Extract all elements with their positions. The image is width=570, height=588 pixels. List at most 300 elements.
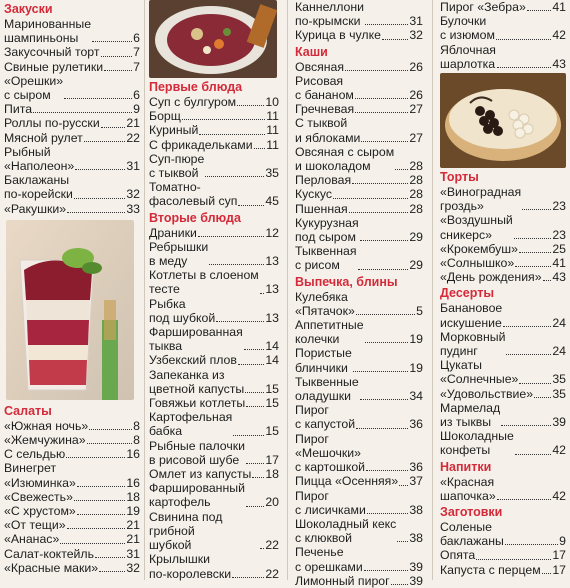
cake-photo <box>440 73 566 168</box>
index-entry <box>440 429 566 457</box>
recipe-name: Пористые блинчики <box>295 346 352 375</box>
page-number: 8 <box>133 433 140 448</box>
recipe-name: «Ракушки» <box>4 201 67 216</box>
index-entry <box>4 102 140 116</box>
page-number: 24 <box>552 344 566 359</box>
page-number: 20 <box>265 495 279 510</box>
recipe-name: Суп-пюре с тыквой <box>149 151 205 181</box>
dot-leader <box>366 470 408 471</box>
index-entry <box>440 330 566 358</box>
page-number: 8 <box>133 418 140 433</box>
dot-leader <box>503 326 551 327</box>
recipe-name: Рыбка под шубкой <box>149 296 216 325</box>
page-number: 12 <box>265 225 279 240</box>
dot-leader <box>95 557 125 558</box>
page-number: 9 <box>559 534 566 549</box>
index-entry <box>149 368 279 396</box>
dot-leader <box>245 392 264 393</box>
section-title-kashi: Каши <box>295 44 328 59</box>
page-number: 45 <box>265 194 279 209</box>
index-list-zakuski <box>4 17 140 216</box>
recipe-name: «Жемчужина» <box>4 433 86 448</box>
dot-leader <box>496 39 551 40</box>
page-number: 22 <box>126 130 140 145</box>
dot-leader <box>364 570 409 571</box>
index-entry <box>440 43 566 71</box>
index-list-napitki <box>440 475 566 503</box>
dot-leader <box>527 10 551 11</box>
recipe-name: «Солнышко» <box>440 256 515 271</box>
index-entry <box>149 481 279 509</box>
recipe-name: «Орешки» с сыром <box>4 73 64 103</box>
recipe-name: Роллы по-русски <box>4 116 100 131</box>
index-entry <box>149 226 279 240</box>
recipe-name: Яблочная шарлотка <box>440 42 496 71</box>
dot-leader <box>514 238 552 239</box>
recipe-name: Закусочный торт <box>4 45 100 60</box>
dot-leader <box>353 371 408 372</box>
recipe-name: Соленые баклажаны <box>440 520 504 549</box>
dot-leader <box>506 354 551 355</box>
index-entry <box>440 548 566 562</box>
dot-leader <box>246 406 264 407</box>
dot-leader <box>399 485 408 486</box>
index-list-deserty <box>440 301 566 457</box>
page-number: 23 <box>552 199 566 214</box>
dot-leader <box>74 500 125 501</box>
index-entry <box>4 60 140 74</box>
section-title-torty: Торты <box>440 170 479 185</box>
recipe-name: Кускус <box>295 187 332 202</box>
dot-leader <box>101 127 126 128</box>
page-number: 34 <box>409 389 423 404</box>
recipe-name: Мясной рулет <box>4 130 83 145</box>
recipe-name: «День рождения» <box>440 270 542 285</box>
dot-leader <box>238 364 264 365</box>
dot-leader <box>501 425 551 426</box>
page-number: 39 <box>409 559 423 574</box>
index-entry <box>4 173 140 201</box>
recipe-name: Перловая <box>295 173 352 188</box>
dot-leader <box>232 577 264 578</box>
index-entry <box>440 520 566 548</box>
column-divider <box>432 0 433 580</box>
recipe-name: «Крокембуш» <box>440 241 518 256</box>
page-number: 37 <box>409 474 423 489</box>
recipe-name: Тыквенные оладушки <box>295 374 359 404</box>
page-number: 17 <box>552 548 566 563</box>
page-number: 33 <box>126 201 140 216</box>
soup-photo <box>149 0 277 78</box>
recipe-name: Фаршированная тыква <box>149 325 243 354</box>
index-entry <box>149 240 279 268</box>
dot-leader <box>356 314 415 315</box>
dot-leader <box>519 383 551 384</box>
page-number: 15 <box>265 424 279 439</box>
recipe-name: Шоколадный кекс с клюквой <box>295 516 397 546</box>
page-number: 26 <box>409 88 423 103</box>
page-number: 35 <box>265 166 279 181</box>
page-number: 38 <box>409 531 423 546</box>
page-number: 13 <box>265 282 279 297</box>
index-entry <box>4 504 140 518</box>
page-number: 13 <box>265 310 279 325</box>
recipe-name: Овсяная с сыром и шоколадом <box>295 144 395 174</box>
dot-leader <box>92 41 132 42</box>
index-entry <box>149 123 279 137</box>
index-entry <box>295 60 423 74</box>
recipe-name: «Свежесть» <box>4 489 73 504</box>
dot-leader <box>515 454 551 455</box>
dot-leader <box>246 506 264 507</box>
dot-leader <box>252 477 264 478</box>
dot-leader <box>67 212 125 213</box>
recipe-name: Баклажаны по-корейски <box>4 173 73 202</box>
index-entry <box>149 552 279 580</box>
recipe-name: Мармелад из тыквы <box>440 400 501 430</box>
dot-leader <box>391 584 409 585</box>
index-entry <box>295 145 423 173</box>
page-number: 21 <box>126 518 140 533</box>
dot-leader <box>199 134 265 135</box>
dot-leader <box>66 457 125 458</box>
page-number: 11 <box>266 137 279 152</box>
page-number: 26 <box>409 59 423 74</box>
column-divider <box>287 0 288 580</box>
page-number: 19 <box>126 504 140 519</box>
recipe-name: Крылышки по-королевски <box>149 552 232 581</box>
index-entry <box>295 489 423 517</box>
recipe-name: Лимонный пирог <box>295 573 390 588</box>
recipe-name: Кукурузная под сыром <box>295 215 359 245</box>
index-entry <box>295 216 423 244</box>
dot-leader <box>74 198 125 199</box>
index-entry <box>440 401 566 429</box>
recipe-name: Запеканка из цветной капусты <box>149 367 245 396</box>
page-number: 6 <box>133 31 140 46</box>
dot-leader <box>233 435 264 436</box>
dot-leader <box>358 269 409 270</box>
page-number: 38 <box>409 502 423 517</box>
page-number: 39 <box>552 415 566 430</box>
recipe-name: Пирог «Зебра» <box>440 0 526 14</box>
recipe-name: Томатно- фасолевый суп <box>149 180 238 209</box>
index-entry <box>149 396 279 410</box>
dot-leader <box>205 176 264 177</box>
index-entry <box>440 387 566 401</box>
recipe-name: Банановое искушение <box>440 301 503 330</box>
recipe-name: Котлеты в слоеном тесте <box>149 268 259 297</box>
dot-leader <box>104 70 132 71</box>
recipe-name: «Красная шапочка» <box>440 474 496 503</box>
recipe-name: Булочки с изюмом <box>440 14 495 43</box>
dot-leader <box>182 119 265 120</box>
dot-leader <box>89 429 132 430</box>
index-list-vtorye <box>149 226 279 581</box>
page-number: 28 <box>409 159 423 174</box>
column-1 <box>4 0 140 580</box>
index-entry <box>295 173 423 187</box>
page-number: 36 <box>409 460 423 475</box>
page-number: 28 <box>409 187 423 202</box>
page-number: 16 <box>126 447 140 462</box>
index-entry <box>4 17 140 45</box>
page-number: 42 <box>552 28 566 43</box>
dot-leader <box>87 443 133 444</box>
recipe-name: Кулебяка «Пятачок» <box>295 289 355 318</box>
page-number: 18 <box>126 489 140 504</box>
index-entry <box>149 268 279 296</box>
page-number: 14 <box>265 353 279 368</box>
recipe-name: Пицца «Осенняя» <box>295 474 399 489</box>
page-number: 18 <box>265 467 279 482</box>
recipe-name: Узбекский плов <box>149 353 237 368</box>
index-list-salaty <box>4 419 140 575</box>
recipe-name: Опята <box>440 548 476 563</box>
section-title-zakuski: Закуски <box>4 2 53 16</box>
index-entry <box>295 290 423 318</box>
dot-leader <box>64 98 132 99</box>
dot-leader <box>33 112 132 113</box>
dot-leader <box>349 212 409 213</box>
index-entry <box>295 474 423 488</box>
page-number: 7 <box>133 59 140 74</box>
page-number: 10 <box>265 95 279 109</box>
dot-leader <box>333 198 408 199</box>
recipe-name: Драники <box>149 225 197 240</box>
recipe-name: «Красные маки» <box>4 560 99 575</box>
index-entry <box>440 563 566 577</box>
page-number: 35 <box>552 372 566 387</box>
recipe-name: «Ананас» <box>4 532 60 547</box>
recipe-name: Пшенная <box>295 201 348 216</box>
recipe-name: Пита <box>4 102 33 117</box>
recipe-name: Пирог с лисичками <box>295 488 366 517</box>
dot-leader <box>75 169 125 170</box>
index-entry <box>149 467 279 481</box>
dot-leader <box>244 349 265 350</box>
recipe-name: «Удовольствие» <box>440 386 534 401</box>
index-entry <box>4 116 140 130</box>
dot-leader <box>534 397 551 398</box>
page-number: 31 <box>409 14 423 29</box>
dot-leader <box>522 209 551 210</box>
dot-leader <box>209 264 264 265</box>
page-number: 41 <box>552 0 566 14</box>
index-entry <box>295 318 423 346</box>
index-entry <box>4 490 140 504</box>
dot-leader <box>382 39 408 40</box>
page-number: 43 <box>552 56 566 71</box>
recipe-name: Морковный пудинг <box>440 329 506 359</box>
recipe-name: Каннеллони по-крымски <box>295 0 365 29</box>
index-entry <box>295 545 423 573</box>
index-entry <box>440 213 566 241</box>
index-entry <box>4 433 140 447</box>
index-entry <box>149 410 279 438</box>
index-entry <box>295 375 423 403</box>
recipe-name: Курица в чулке <box>295 28 381 43</box>
dot-leader <box>101 56 133 57</box>
index-list-zagotovki <box>440 520 566 577</box>
dot-leader <box>77 486 125 487</box>
dot-leader <box>365 342 409 343</box>
recipe-name: «Южная ночь» <box>4 418 89 433</box>
index-entry <box>440 185 566 213</box>
index-entry <box>440 358 566 386</box>
page-number: 42 <box>552 443 566 458</box>
recipe-name: Говяжьи котлеты <box>149 396 246 411</box>
recipe-name: «От тещи» <box>4 518 66 533</box>
index-entry <box>295 102 423 116</box>
dot-leader <box>519 252 551 253</box>
page-number: 14 <box>265 339 279 354</box>
dot-leader <box>476 559 551 560</box>
dot-leader <box>352 183 408 184</box>
recipe-name: Овсяная <box>295 59 345 74</box>
dot-leader <box>77 514 126 515</box>
index-entry <box>440 242 566 256</box>
dot-leader <box>237 105 264 106</box>
recipe-name: «Виноградная гроздь» <box>440 185 522 214</box>
dot-leader <box>542 573 552 574</box>
page-number: 35 <box>552 386 566 401</box>
page-number: 11 <box>266 109 279 124</box>
index-entry <box>4 419 140 433</box>
recipe-name: Капуста с перцем <box>440 562 541 577</box>
dot-leader <box>355 98 408 99</box>
index-entry <box>149 439 279 467</box>
recipe-name: «Воздушный сникерс» <box>440 213 513 242</box>
column-3 <box>295 0 423 588</box>
dot-leader <box>367 513 408 514</box>
page-number: 28 <box>409 173 423 188</box>
dot-leader <box>67 528 126 529</box>
dot-leader <box>260 548 264 549</box>
section-title-vtorye: Вторые блюда <box>149 210 241 225</box>
column-2 <box>149 0 279 580</box>
index-entry <box>295 244 423 272</box>
dot-leader <box>515 266 551 267</box>
index-entry <box>295 0 423 28</box>
index-entry <box>440 0 566 14</box>
recipe-name: «С хрустом» <box>4 504 76 519</box>
recipe-name: Рыбный «Наполеон» <box>4 144 75 174</box>
page-number: 9 <box>133 102 140 117</box>
section-title-deserty: Десерты <box>440 286 495 301</box>
page-number: 29 <box>409 258 423 273</box>
index-entry <box>4 145 140 173</box>
recipe-name: Цукаты «Солнечные» <box>440 358 519 387</box>
dot-leader <box>360 240 409 241</box>
page-number: 13 <box>265 254 279 269</box>
index-entry <box>149 152 279 180</box>
page-number: 7 <box>133 45 140 60</box>
page-number: 27 <box>409 102 423 117</box>
page-number: 17 <box>552 562 566 577</box>
page-number: 23 <box>552 227 566 242</box>
index-entry <box>295 187 423 201</box>
dot-leader <box>365 24 408 25</box>
page-number: 31 <box>126 159 140 174</box>
index-entry <box>149 109 279 123</box>
index-entry <box>149 325 279 353</box>
index-entry <box>440 301 566 329</box>
page-number: 43 <box>552 270 566 285</box>
page-number: 42 <box>552 488 566 503</box>
index-list-top <box>295 0 423 43</box>
index-entry <box>149 180 279 208</box>
page-number: 39 <box>409 573 423 588</box>
recipe-name: Тыквенная с рисом <box>295 244 357 273</box>
dot-leader <box>497 67 551 68</box>
index-entry <box>4 45 140 59</box>
dot-leader <box>395 169 408 170</box>
page-number: 5 <box>416 303 423 318</box>
index-entry <box>149 353 279 367</box>
dot-leader <box>260 293 265 294</box>
index-entry <box>4 131 140 145</box>
page-number: 36 <box>409 417 423 432</box>
index-entry <box>295 28 423 42</box>
recipe-name: С сельдью <box>4 447 66 462</box>
dot-leader <box>99 571 125 572</box>
dot-leader <box>345 70 408 71</box>
recipe-name: Борщ <box>149 109 181 124</box>
page-number: 31 <box>126 546 140 561</box>
page-number: 11 <box>266 123 279 138</box>
dot-leader <box>216 321 264 322</box>
index-entry <box>4 518 140 532</box>
index-entry <box>295 202 423 216</box>
index-entry <box>149 297 279 325</box>
recipe-name: Шоколадные конфеты <box>440 429 514 458</box>
index-entry <box>149 138 279 152</box>
dot-leader <box>497 499 552 500</box>
index-entry <box>295 74 423 102</box>
page-number: 6 <box>133 88 140 103</box>
index-list-pervye <box>149 95 279 209</box>
index-entry <box>4 461 140 489</box>
index-entry <box>295 346 423 374</box>
index-list-kashi <box>295 60 423 273</box>
page-number: 22 <box>265 538 279 553</box>
recipe-name: Гречневая <box>295 102 355 117</box>
index-entry <box>4 202 140 216</box>
section-title-zagotovki: Заготовки <box>440 505 503 520</box>
section-title-pervye: Первые блюда <box>149 80 243 94</box>
page-number: 21 <box>126 532 140 547</box>
dot-leader <box>246 463 264 464</box>
page-number: 22 <box>265 566 279 581</box>
recipe-name: Аппетитные колечки <box>295 318 364 347</box>
dot-leader <box>198 236 264 237</box>
page-number: 19 <box>409 360 423 375</box>
index-entry <box>149 95 279 109</box>
recipe-name: Печенье с орешками <box>295 545 363 574</box>
recipe-name: Суп с булгуром <box>149 95 237 109</box>
recipe-name: Пирог «Мешочки» с картошкой <box>295 431 366 475</box>
page-number: 24 <box>552 315 566 330</box>
page-number: 25 <box>552 241 566 256</box>
page-number: 32 <box>126 560 140 575</box>
index-entry <box>4 447 140 461</box>
page-number: 16 <box>126 475 140 490</box>
recipe-name: Салат-коктейль <box>4 546 94 561</box>
dot-leader <box>361 141 408 142</box>
index-list-vypechka <box>295 290 423 588</box>
page-number: 29 <box>409 230 423 245</box>
